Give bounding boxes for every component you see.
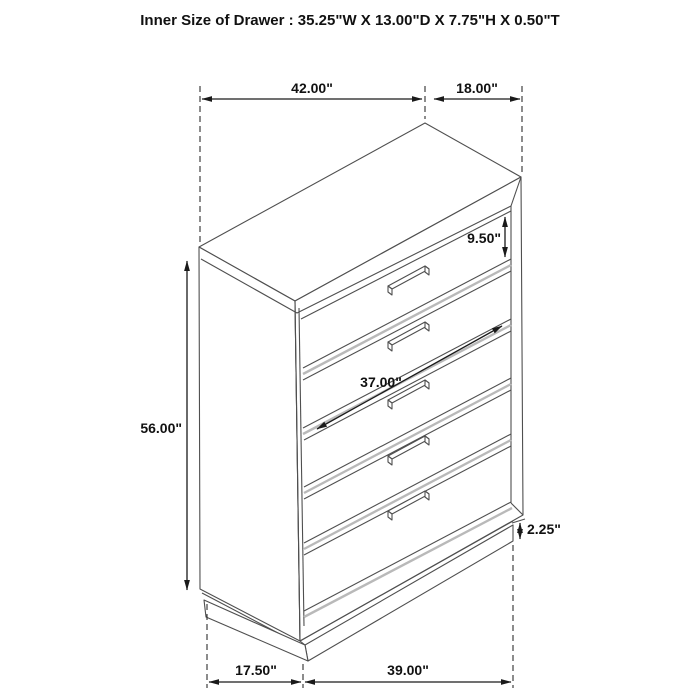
dim-label-overall-height: 56.00"	[140, 420, 182, 436]
dim-label-base-width: 39.00"	[387, 662, 429, 678]
dim-label-base-height: 2.25"	[527, 521, 561, 537]
dim-label-top-drawer-height: 9.50"	[467, 230, 501, 246]
dim-label-base-depth: 17.50"	[235, 662, 277, 678]
dim-label-top-depth: 18.00"	[456, 80, 498, 96]
dim-label-top-width: 42.00"	[291, 80, 333, 96]
dim-label-drawer-diagonal: 37.00"	[360, 374, 402, 390]
chest-drawing	[199, 123, 523, 661]
page-title: Inner Size of Drawer : 35.25"W X 13.00"D X 7.75"H X 0.50"T	[140, 12, 560, 29]
